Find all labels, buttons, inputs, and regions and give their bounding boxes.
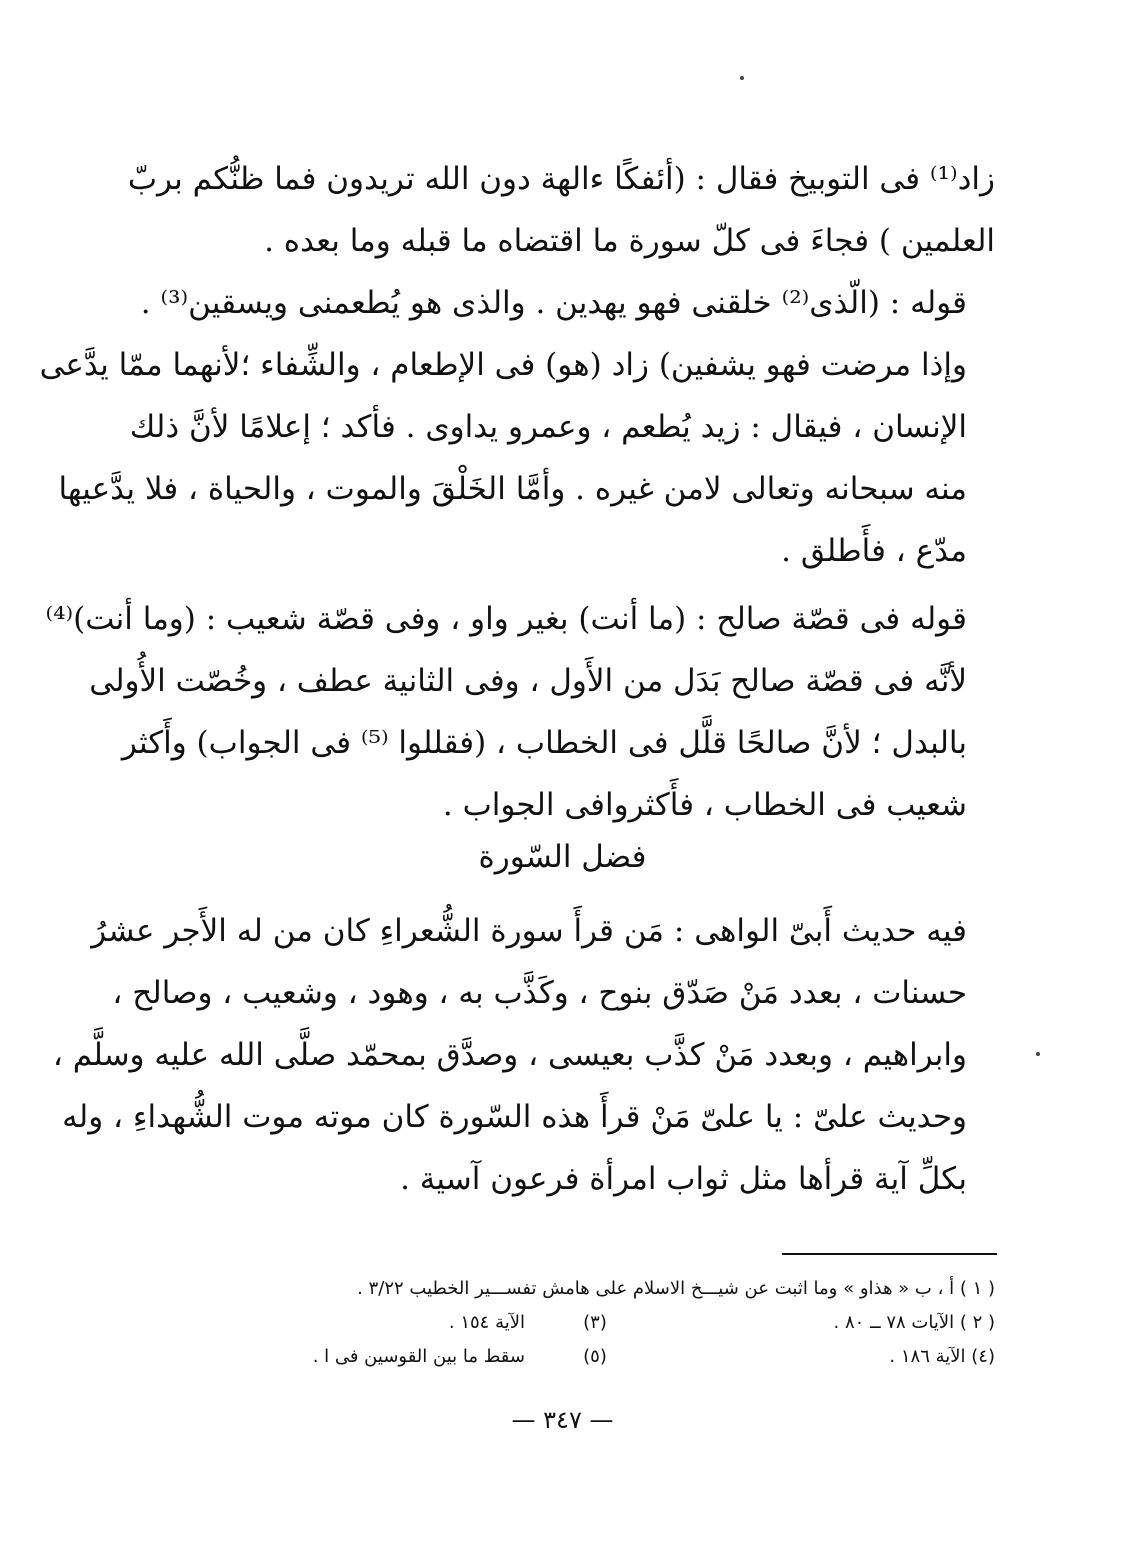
footnote-row-2 [140, 1306, 995, 1340]
footnote-3-marker: (٣) [583, 1312, 607, 1333]
text-line: العلمين ) فجاءَ فى كلّ سورة ما اقتضاه ما قبله وما بعده . [264, 223, 995, 259]
footnote-5: سقط ما بين القوسين فى ا . [312, 1346, 525, 1367]
section-heading: فضل السّورة [478, 839, 647, 875]
scan-speck [1036, 1052, 1040, 1056]
footnote-row-1 [140, 1272, 995, 1306]
text-line: قوله : (الّذى⁽²⁾ خلقنى فهو يهدين . والذى هو يُطعمنى ويسقين⁽³⁾ . [140, 285, 967, 321]
text-line: الإنسان ، فيقال : زيد يُطعم ، وعمرو يداوى . فأكد ؛ إعلامًا لأنَّ ذلك [129, 409, 967, 445]
paragraph-1 [127, 148, 995, 272]
footnote-2: ( ٢ ) الآيات ٧٨ ــ ٨٠ . [833, 1312, 995, 1333]
paragraph-2 [39, 272, 995, 582]
page-number: — ٣٤٧ — [511, 1406, 614, 1434]
footnote-1: ( ١ ) أ ، ب « هذاو » وما اثبت عن شيـــخ الاسلام على هامش تفســـير الخطيب ٣/٢٢ . [357, 1278, 995, 1299]
text-line: قوله فى قصّة صالح : (ما أنت) بغير واو ، وفى قصّة شعيب : (وما أنت)⁽⁴⁾ [45, 601, 967, 637]
text-line: فيه حديث أَبىّ الواهى : مَن قرأَ سورة الشُّعراءِ كان من له الأَجر عشرُ [91, 913, 967, 949]
text-line: شعيب فى الخطاب ، فأَكثروافى الجواب . [442, 787, 967, 823]
main-text-lower [52, 900, 995, 1210]
text-line: مدّع ، فأَطلق . [781, 533, 967, 569]
main-text-upper [39, 148, 995, 836]
text-line: وابراهيم ، وبعدد مَنْ كذَّب بعيسى ، وصدَّق بمحمّد صلَّى الله عليه وسلَّم ، [52, 1037, 967, 1073]
text-line: حسنات ، بعدد مَنْ صَدّق بنوح ، وكَذَّب به ، وهود ، وشعيب ، وصالح ، [112, 975, 967, 1011]
footnote-row-3 [140, 1340, 995, 1374]
text-line: زاد⁽¹⁾ فى التوبيخ فقال : (أئفكًا ءالهة دون الله تريدون فما ظنُّكم بربّ [127, 161, 995, 197]
footnote-5-marker: (٥) [583, 1346, 607, 1367]
text-line: لأنَّه فى قصّة صالح بَدَل من الأَول ، وفى الثانية عطف ، وخُصّت الأُولى [89, 663, 967, 699]
footnotes [140, 1272, 995, 1374]
paragraph-3 [45, 588, 995, 836]
text-line: وحديث علىّ : يا علىّ مَنْ قرأَ هذه السّورة كان موته موت الشُّهداءِ ، وله [62, 1099, 967, 1135]
text-line: منه سبحانه وتعالى لامن غيره . وأمَّا الخَلْقَ والموت ، والحياة ، فلا يدَّعيها [58, 471, 967, 507]
text-line: وإذا مرضت فهو يشفين) زاد (هو) فى الإطعام ، والشِّفاء ؛لأنهما ممّا يدَّعى [39, 347, 967, 383]
paragraph-4 [52, 900, 995, 1210]
text-line: بالبدل ؛ لأنَّ صالحًا قلَّل فى الخطاب ، (فقللوا ⁽⁵⁾ فى الجواب) وأَكثر [121, 725, 967, 761]
footnote-divider [782, 1253, 997, 1255]
scan-speck [740, 76, 744, 80]
footnote-3: الآية ١٥٤ . [448, 1312, 525, 1333]
footnote-4: (٤) الآية ١٨٦ . [889, 1346, 995, 1367]
text-line: بكلِّ آية قرأها مثل ثواب امرأة فرعون آسية . [400, 1161, 967, 1197]
